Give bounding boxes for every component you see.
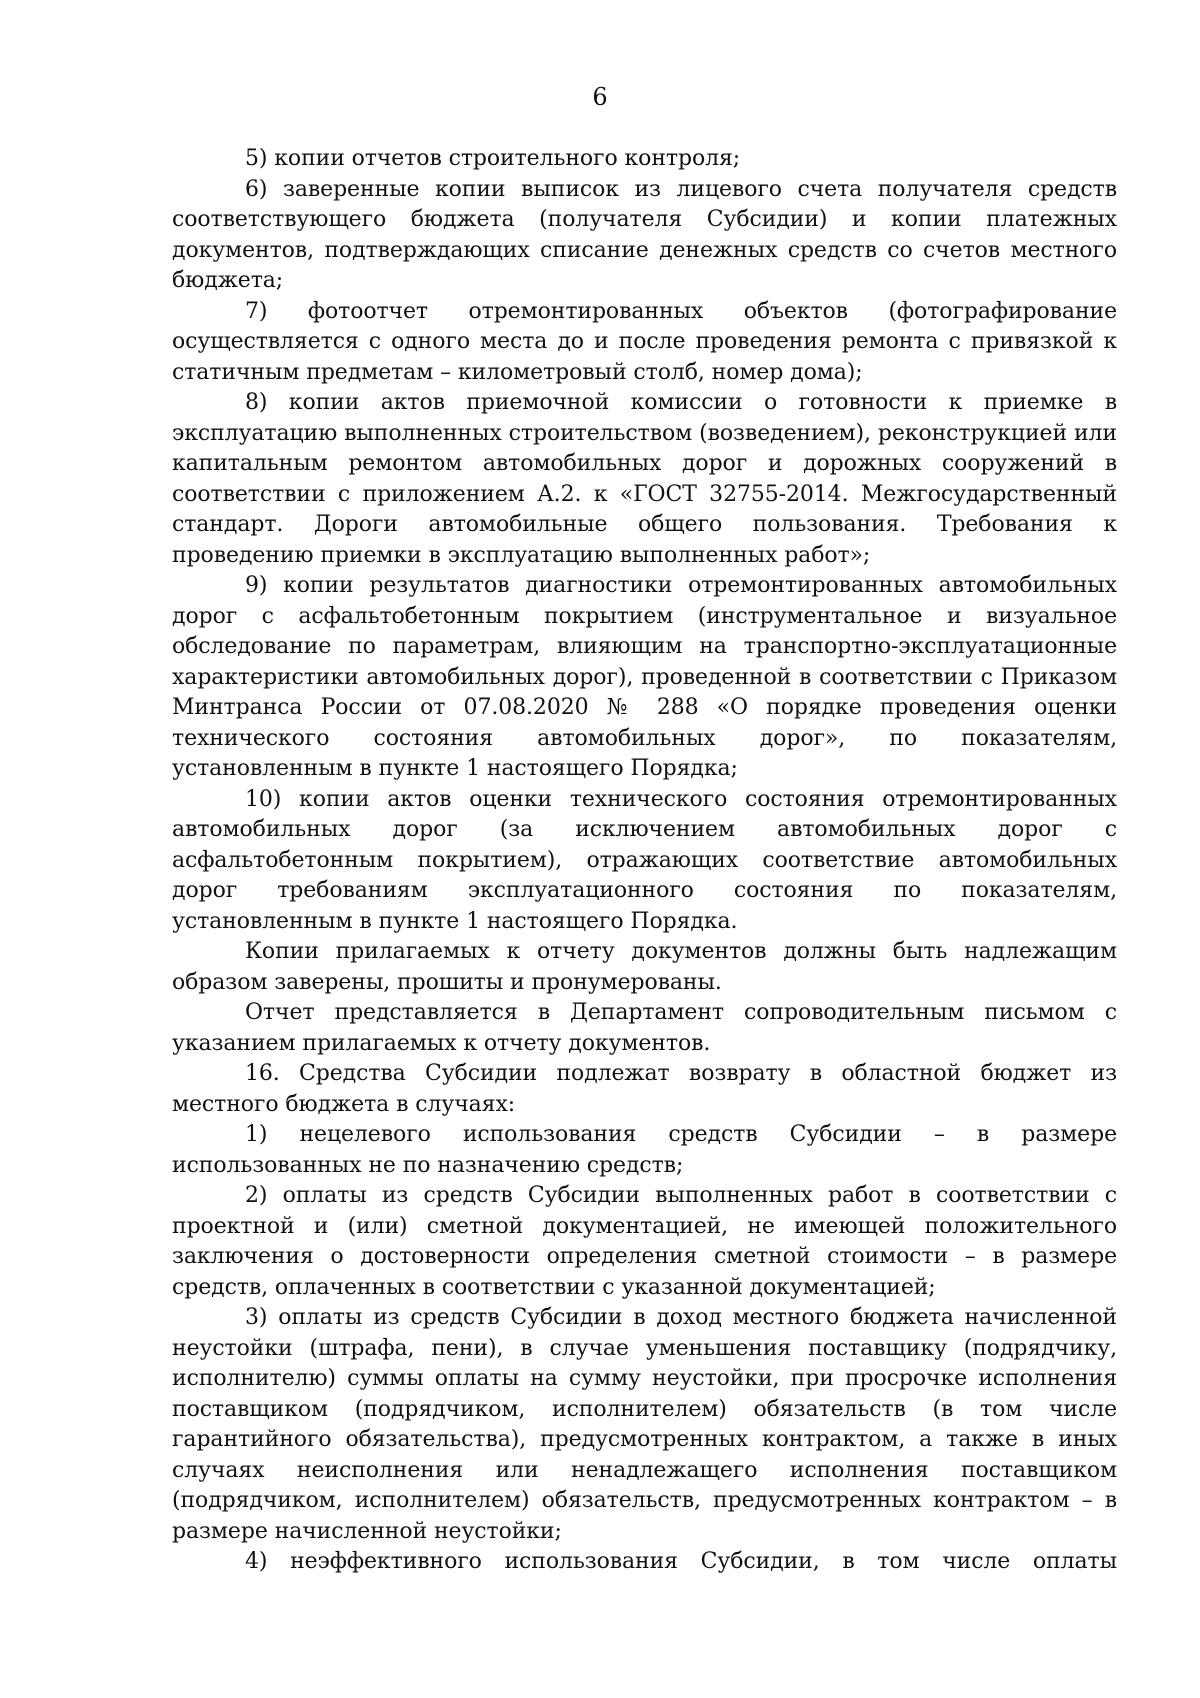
paragraph-report-submission: Отчет представляется в Департамент сопроводительным письмом с указанием прилагаемых к отчету документов. <box>172 1000 1117 1056</box>
paragraph-16-item-1: 1) нецелевого использования средств Субсидии – в размере использованных не по назначению средств; <box>172 1122 1117 1178</box>
paragraph-item-6: 6) заверенные копии выписок из лицевого счета получателя средств соответствующего бюджета (получателя Субсидии) и копии платежных документов, подтверждающих списание денежных средств со счетов местного бюджета; <box>172 176 1117 293</box>
paragraph-section-16: 16. Средства Субсидии подлежат возврату в областной бюджет из местного бюджета в случаях: <box>172 1061 1117 1117</box>
paragraph-16-item-2: 2) оплаты из средств Субсидии выполненных работ в соответствии с проектной и (или) сметной документацией, не имеющей положительного заключения о достоверности определения сметной стоимости – в размере средств, оплаченных в соответствии с указанной документацией; <box>172 1183 1117 1300</box>
paragraph-item-10: 10) копии актов оценки технического состояния отремонтированных автомобильных дорог (за исключением автомобильных дорог с асфальтобетонным покрытием), отражающих соответствие автомобильных дорог требованиям эксплуатационного состояния по показателям, установленным в пункте 1 настоящего Порядка. <box>172 786 1117 934</box>
paragraph-16-item-4: 4) неэффективного использования Субсидии, в том числе оплаты <box>245 1549 1117 1574</box>
document-body <box>172 144 1117 1578</box>
paragraph-item-5: 5) копии отчетов строительного контроля; <box>245 146 741 171</box>
paragraph-16-item-3: 3) оплаты из средств Субсидии в доход местного бюджета начисленной неустойки (штрафа, пени), в случае уменьшения поставщику (подрядчику, исполнителю) суммы оплаты на сумму неустойки, при просрочке исполнения поставщиком (подрядчиком, исполнителем) обязательств (в том числе гарантийного обязательства), предусмотренных контрактом, а также в иных случаях неисполнения или ненадлежащего исполнения поставщиком (подрядчиком, исполнителем) обязательств, предусмотренных контрактом – в размере начисленной неустойки; <box>172 1305 1117 1544</box>
page-number: 6 <box>592 83 608 111</box>
paragraph-item-8: 8) копии актов приемочной комиссии о готовности к приемке в эксплуатацию выполненных строительством (возведением), реконструкцией или капитальным ремонтом автомобильных дорог и дорожных сооружений в соответствии с приложением А.2. к «ГОСТ 32755-2014. Межгосударственный стандарт. Дороги автомобильные общего пользования. Требования к проведению приемки в эксплуатацию выполненных работ»; <box>172 390 1117 568</box>
paragraph-item-7: 7) фотоотчет отремонтированных объектов (фотографирование осуществляется с одного места до и после проведения ремонта с привязкой к статичным предметам – километровый столб, номер дома); <box>172 298 1117 385</box>
paragraph-copies-certification: Копии прилагаемых к отчету документов должны быть надлежащим образом заверены, прошиты и пронумерованы. <box>172 939 1117 995</box>
paragraph-item-9: 9) копии результатов диагностики отремонтированных автомобильных дорог с асфальтобетонным покрытием (инструментальное и визуальное обследование по параметрам, влияющим на транспортно-эксплуатационные характеристики автомобильных дорог), проведенной в соответствии с Приказом Минтранса России от 07.08.2020 № 288 «О порядке проведения оценки технического состояния автомобильных дорог», по показателям, установленным в пункте 1 настоящего Порядка; <box>172 573 1117 781</box>
